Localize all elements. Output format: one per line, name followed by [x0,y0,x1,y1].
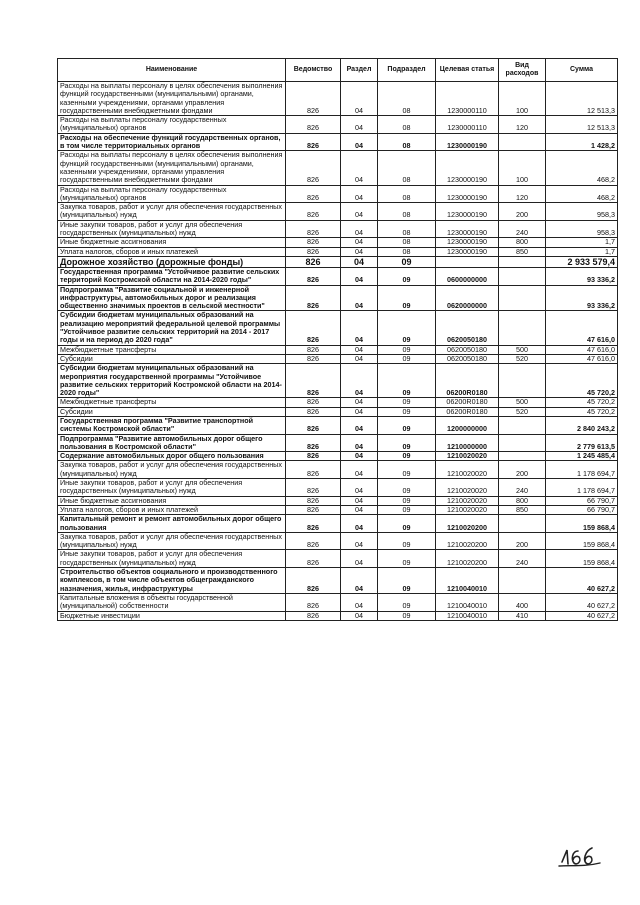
row-target-article: 06200R0180 [436,407,499,416]
table-row [58,515,618,533]
row-target-article: 1230000190 [436,133,499,151]
row-sum: 47 616,0 [546,345,618,354]
row-section: 04 [341,133,378,151]
row-department: 826 [286,398,341,407]
row-expense-type: 520 [499,407,546,416]
table-row [58,505,618,514]
row-subsection: 08 [378,116,436,134]
budget-table [57,58,618,621]
row-target-article: 1210040010 [436,611,499,620]
row-sum: 1 428,2 [546,133,618,151]
table-row [58,611,618,620]
row-target-article: 1230000190 [436,203,499,221]
row-department: 826 [286,568,341,594]
row-expense-type: 100 [499,82,546,116]
row-name: Государственная программа "Устойчивое развитие сельских территорий Костромской области на 2014-2020 годы" [58,267,286,285]
row-expense-type: 500 [499,345,546,354]
row-name: Иные закупки товаров, работ и услуг для обеспечения государственных (муниципальных) нужд [58,479,286,497]
row-name: Иные закупки товаров, работ и услуг для обеспечения государственных (муниципальных) нужд [58,550,286,568]
table-row [58,256,618,267]
row-name: Субсидии [58,354,286,363]
row-sum: 1 178 694,7 [546,479,618,497]
row-sum: 40 627,2 [546,568,618,594]
row-section: 04 [341,82,378,116]
row-name: Расходы на выплаты персоналу в целях обеспечения выполнения функций государственными (муниципальными) органами, казенными учреждениями, органами управления государственными внебюджетными фондами [58,151,286,185]
row-target-article: 1230000190 [436,238,499,247]
row-section: 04 [341,416,378,434]
row-target-article: 1210040010 [436,568,499,594]
row-name: Межбюджетные трансферты [58,398,286,407]
row-expense-type: 800 [499,238,546,247]
header-target-article: Целевая статья [436,59,499,82]
row-sum: 45 720,2 [546,407,618,416]
row-sum: 2 933 579,4 [546,256,618,267]
row-expense-type [499,434,546,452]
header-sum: Сумма [546,59,618,82]
row-subsection: 09 [378,496,436,505]
table-row [58,593,618,611]
row-sum: 93 336,2 [546,285,618,311]
row-expense-type: 120 [499,116,546,134]
row-name: Дорожное хозяйство (дорожные фонды) [58,256,286,267]
row-subsection: 09 [378,364,436,398]
row-name: Закупка товаров, работ и услуг для обеспечения государственных (муниципальных) нужд [58,461,286,479]
row-subsection: 09 [378,285,436,311]
row-expense-type [499,267,546,285]
header-expense-type: Вид расходов [499,59,546,82]
row-expense-type [499,515,546,533]
table-row [58,247,618,256]
row-department: 826 [286,133,341,151]
row-expense-type: 410 [499,611,546,620]
row-department: 826 [286,151,341,185]
row-expense-type [499,311,546,345]
row-section: 04 [341,532,378,550]
table-row [58,434,618,452]
row-section: 04 [341,407,378,416]
table-row [58,354,618,363]
row-department: 826 [286,479,341,497]
row-target-article: 1210020020 [436,505,499,514]
row-subsection: 09 [378,532,436,550]
row-subsection: 08 [378,247,436,256]
table-row [58,133,618,151]
row-name: Уплата налогов, сборов и иных платежей [58,505,286,514]
row-expense-type [499,364,546,398]
row-subsection: 09 [378,550,436,568]
row-target-article: 1210000000 [436,434,499,452]
row-subsection: 08 [378,82,436,116]
row-name: Иные бюджетные ассигнования [58,496,286,505]
row-sum: 1,7 [546,238,618,247]
row-department: 826 [286,345,341,354]
row-subsection: 08 [378,133,436,151]
row-subsection: 09 [378,345,436,354]
row-subsection: 09 [378,434,436,452]
row-department: 826 [286,461,341,479]
row-name: Иные бюджетные ассигнования [58,238,286,247]
row-target-article: 1210040010 [436,593,499,611]
row-sum: 468,2 [546,185,618,203]
table-row [58,550,618,568]
row-section: 04 [341,311,378,345]
row-department: 826 [286,311,341,345]
row-sum: 93 336,2 [546,267,618,285]
row-name: Субсидии [58,407,286,416]
row-department: 826 [286,116,341,134]
row-section: 04 [341,151,378,185]
row-section: 04 [341,398,378,407]
row-name: Государственная программа "Развитие транспортной системы Костромской области" [58,416,286,434]
row-subsection: 08 [378,238,436,247]
row-sum: 47 616,0 [546,354,618,363]
table-row [58,267,618,285]
row-department: 826 [286,247,341,256]
row-sum: 12 513,3 [546,116,618,134]
row-subsection: 08 [378,220,436,238]
row-subsection: 09 [378,267,436,285]
row-name: Расходы на выплаты персоналу государственных (муниципальных) органов [58,185,286,203]
row-name: Капитальный ремонт и ремонт автомобильных дорог общего пользования [58,515,286,533]
row-subsection: 09 [378,407,436,416]
table-row [58,151,618,185]
row-sum: 66 790,7 [546,505,618,514]
row-expense-type: 240 [499,479,546,497]
row-subsection: 09 [378,611,436,620]
row-expense-type: 100 [499,151,546,185]
row-sum: 159 868,4 [546,515,618,533]
row-target-article: 1230000190 [436,220,499,238]
row-target-article: 0620050180 [436,345,499,354]
row-section: 04 [341,238,378,247]
row-name: Межбюджетные трансферты [58,345,286,354]
table-row [58,345,618,354]
row-expense-type: 200 [499,461,546,479]
row-expense-type: 520 [499,354,546,363]
table-row [58,532,618,550]
row-expense-type [499,285,546,311]
row-target-article: 06200R0180 [436,398,499,407]
row-target-article: 06200R0180 [436,364,499,398]
row-name: Содержание автомобильных дорог общего пользования [58,452,286,461]
table-body [58,82,618,621]
table-header-row [58,59,618,82]
table-row [58,496,618,505]
row-target-article: 1230000190 [436,151,499,185]
row-section: 04 [341,185,378,203]
table-row [58,452,618,461]
row-target-article: 1210020020 [436,461,499,479]
row-sum: 1 178 694,7 [546,461,618,479]
row-section: 04 [341,593,378,611]
row-target-article: 1210020200 [436,550,499,568]
row-name: Бюджетные инвестиции [58,611,286,620]
row-expense-type [499,568,546,594]
row-department: 826 [286,185,341,203]
row-section: 04 [341,496,378,505]
row-section: 04 [341,247,378,256]
row-target-article: 1210020020 [436,452,499,461]
row-sum: 958,3 [546,203,618,221]
row-department: 826 [286,407,341,416]
row-department: 826 [286,416,341,434]
row-subsection: 09 [378,354,436,363]
row-target-article [436,256,499,267]
row-name: Иные закупки товаров, работ и услуг для обеспечения государственных (муниципальных) нужд [58,220,286,238]
table-row [58,461,618,479]
row-subsection: 09 [378,452,436,461]
row-target-article: 0600000000 [436,267,499,285]
row-expense-type: 200 [499,532,546,550]
row-subsection: 09 [378,398,436,407]
row-name: Подпрограмма "Развитие автомобильных дорог общего пользования в Костромской области" [58,434,286,452]
row-subsection: 09 [378,515,436,533]
row-section: 04 [341,267,378,285]
row-expense-type: 200 [499,203,546,221]
row-section: 04 [341,345,378,354]
row-expense-type [499,452,546,461]
table-row [58,398,618,407]
row-sum: 468,2 [546,151,618,185]
row-department: 826 [286,364,341,398]
row-subsection: 09 [378,505,436,514]
row-target-article: 1230000190 [436,247,499,256]
row-department: 826 [286,505,341,514]
row-target-article: 1200000000 [436,416,499,434]
row-expense-type: 850 [499,247,546,256]
table-row [58,416,618,434]
row-expense-type: 800 [499,496,546,505]
row-section: 04 [341,116,378,134]
row-department: 826 [286,203,341,221]
row-section: 04 [341,452,378,461]
row-name: Субсидии бюджетам муниципальных образований на реализацию мероприятий федеральной целевой программы "Устойчивое развитие сельских территорий на 2014 - 2017 годы и на период до 2020 года" [58,311,286,345]
table-row [58,238,618,247]
row-sum: 40 627,2 [546,593,618,611]
row-sum: 2 779 613,5 [546,434,618,452]
row-sum: 159 868,4 [546,550,618,568]
row-department: 826 [286,496,341,505]
row-sum: 66 790,7 [546,496,618,505]
row-name: Капитальные вложения в объекты государственной (муниципальной) собственности [58,593,286,611]
row-section: 04 [341,611,378,620]
header-name: Наименование [58,59,286,82]
row-section: 04 [341,505,378,514]
row-name: Расходы на выплаты персоналу в целях обеспечения выполнения функций государственными (муниципальными) органами, казенными учреждениями, органами управления государственными внебюджетными фондами [58,82,286,116]
row-section: 04 [341,354,378,363]
row-sum: 47 616,0 [546,311,618,345]
row-sum: 159 868,4 [546,532,618,550]
row-name: Расходы на выплаты персоналу государственных (муниципальных) органов [58,116,286,134]
table-row [58,203,618,221]
row-target-article: 0620000000 [436,285,499,311]
table-row [58,285,618,311]
row-department: 826 [286,550,341,568]
row-name: Закупка товаров, работ и услуг для обеспечения государственных (муниципальных) нужд [58,203,286,221]
row-sum: 12 513,3 [546,82,618,116]
row-sum: 1 245 485,4 [546,452,618,461]
row-name: Закупка товаров, работ и услуг для обеспечения государственных (муниципальных) нужд [58,532,286,550]
row-expense-type: 400 [499,593,546,611]
row-sum: 2 840 243,2 [546,416,618,434]
row-section: 04 [341,364,378,398]
row-section: 04 [341,434,378,452]
row-target-article: 1210020200 [436,532,499,550]
row-sum: 958,3 [546,220,618,238]
row-department: 826 [286,515,341,533]
row-target-article: 1230000110 [436,82,499,116]
row-subsection: 08 [378,203,436,221]
row-sum: 1,7 [546,247,618,256]
row-section: 04 [341,461,378,479]
row-expense-type [499,416,546,434]
row-target-article: 0620050180 [436,311,499,345]
row-department: 826 [286,285,341,311]
row-name: Подпрограмма "Развитие социальной и инженерной инфраструктуры, автомобильных дорог и реализация общественно значимых проектов в сельской местности" [58,285,286,311]
row-target-article: 1210020200 [436,515,499,533]
table-row [58,568,618,594]
row-sum: 45 720,2 [546,364,618,398]
header-section: Раздел [341,59,378,82]
row-expense-type: 500 [499,398,546,407]
row-expense-type: 240 [499,220,546,238]
row-subsection: 09 [378,461,436,479]
row-name: Субсидии бюджетам муниципальных образований на мероприятия государственной программы "Устойчивое развитие сельских территорий Костромской области на 2014-2020 годы" [58,364,286,398]
table-row [58,479,618,497]
row-name: Расходы на обеспечение функций государственных органов, в том числе территориальных органов [58,133,286,151]
row-target-article: 1210020020 [436,496,499,505]
table-row [58,116,618,134]
row-section: 04 [341,550,378,568]
row-section: 04 [341,203,378,221]
row-department: 826 [286,354,341,363]
row-department: 826 [286,82,341,116]
row-department: 826 [286,532,341,550]
row-department: 826 [286,256,341,267]
row-department: 826 [286,238,341,247]
row-department: 826 [286,267,341,285]
row-expense-type: 240 [499,550,546,568]
row-target-article: 0620050180 [436,354,499,363]
row-sum: 40 627,2 [546,611,618,620]
row-section: 04 [341,568,378,594]
row-department: 826 [286,452,341,461]
row-subsection: 09 [378,311,436,345]
row-expense-type [499,256,546,267]
row-department: 826 [286,220,341,238]
row-subsection: 09 [378,256,436,267]
row-subsection: 09 [378,568,436,594]
row-department: 826 [286,434,341,452]
row-subsection: 09 [378,479,436,497]
row-section: 04 [341,515,378,533]
table-row [58,82,618,116]
handwritten-page-number [558,842,602,870]
row-target-article: 1230000110 [436,116,499,134]
row-subsection: 09 [378,593,436,611]
table-row [58,364,618,398]
header-department: Ведомство [286,59,341,82]
table-row [58,407,618,416]
header-subsection: Подраздел [378,59,436,82]
row-subsection: 09 [378,416,436,434]
row-subsection: 08 [378,185,436,203]
row-section: 04 [341,256,378,267]
row-expense-type: 120 [499,185,546,203]
table-row [58,220,618,238]
table-row [58,185,618,203]
row-expense-type: 850 [499,505,546,514]
row-section: 04 [341,285,378,311]
row-department: 826 [286,593,341,611]
row-section: 04 [341,220,378,238]
row-section: 04 [341,479,378,497]
table-row [58,311,618,345]
row-target-article: 1210020020 [436,479,499,497]
row-subsection: 08 [378,151,436,185]
row-name: Строительство объектов социального и производственного комплексов, в том числе объектов общегражданского назначения, жилья, инфраструктуры [58,568,286,594]
row-department: 826 [286,611,341,620]
row-sum: 45 720,2 [546,398,618,407]
row-target-article: 1230000190 [436,185,499,203]
row-name: Уплата налогов, сборов и иных платежей [58,247,286,256]
row-expense-type [499,133,546,151]
